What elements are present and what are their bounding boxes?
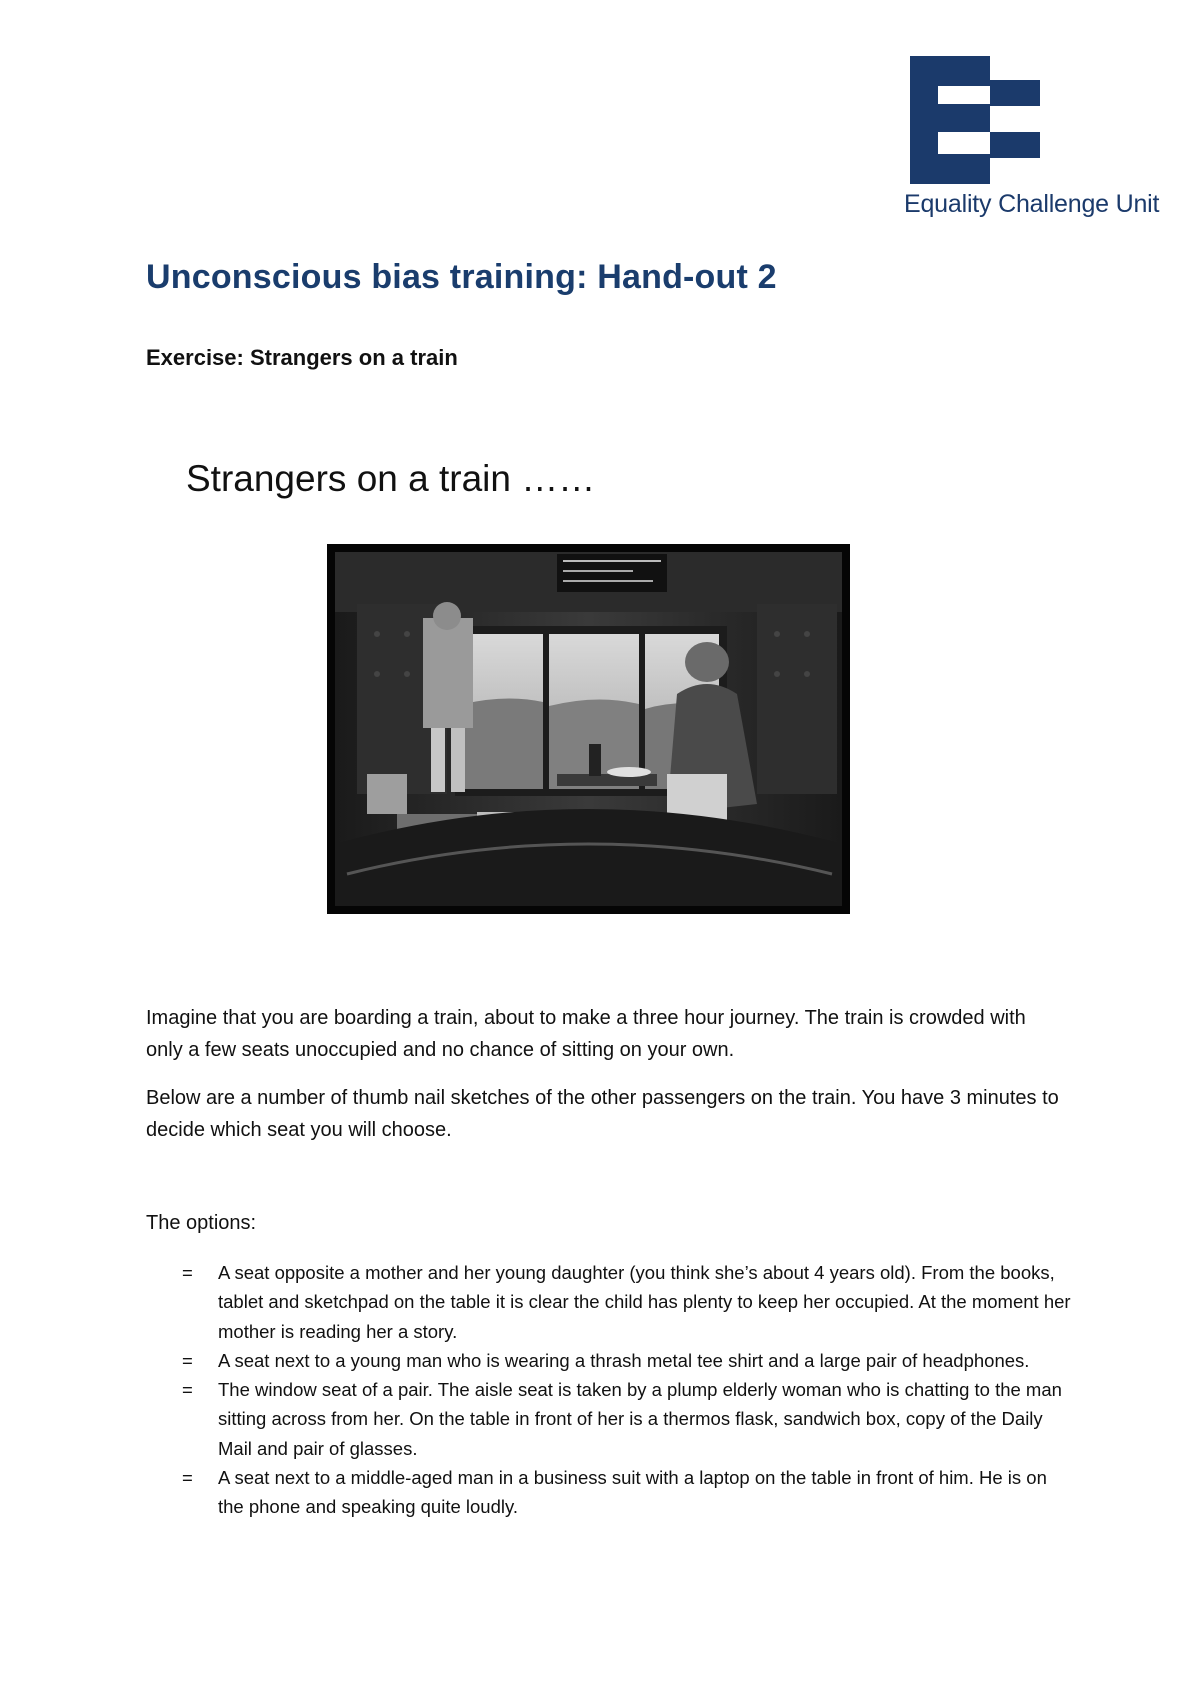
option-item <box>146 1375 1076 1463</box>
bullet-icon: = <box>182 1349 193 1371</box>
logo-org-name: Equality Challenge Unit <box>904 190 1160 218</box>
options-heading: The options: <box>146 1212 257 1234</box>
bullet-icon: = <box>182 1262 193 1283</box>
exercise-heading: Exercise: Strangers on a train <box>146 345 458 370</box>
ecu-logo <box>904 54 1162 224</box>
option-item <box>146 1463 1076 1522</box>
options-list <box>146 1258 1076 1522</box>
option-text: The window seat of a pair. The aisle seat is taken by a plump elderly woman who is chatting to the man sitting across from her. On the table in front of her is a thermos flask, sandwich box, copy of the Daily Mail and pair of glasses. <box>218 1379 1062 1459</box>
option-item <box>146 1346 1076 1375</box>
ecu-logo-mark <box>910 56 1040 184</box>
option-text: A seat next to a middle-aged man in a business suit with a laptop on the table in front of him. He is on the phone and speaking quite loudly. <box>218 1467 1047 1518</box>
option-item <box>146 1258 1076 1346</box>
train-compartment-photo <box>327 544 850 914</box>
slide-title: Strangers on a train …… <box>186 458 596 499</box>
intro-paragraph: Imagine that you are boarding a train, about to make a three hour journey. The train is crowded with only a few seats unoccupied and no chance of sitting on your own. <box>146 1007 1026 1061</box>
instruction-paragraph: Below are a number of thumb nail sketches of the other passengers on the train. You have 3 minutes to decide which seat you will choose. <box>146 1087 1059 1141</box>
option-text: A seat opposite a mother and her young daughter (you think she’s about 4 years old). From the books, tablet and sketchpad on the table it is clear the child has plenty to keep her occupied. At the moment her mother is reading her a story. <box>218 1262 1071 1342</box>
bullet-icon: = <box>182 1467 193 1489</box>
bullet-icon: = <box>182 1379 193 1401</box>
option-text: A seat next to a young man who is wearing a thrash metal tee shirt and a large pair of headphones. <box>218 1349 1030 1371</box>
document-title: Unconscious bias training: Hand-out 2 <box>146 258 777 296</box>
